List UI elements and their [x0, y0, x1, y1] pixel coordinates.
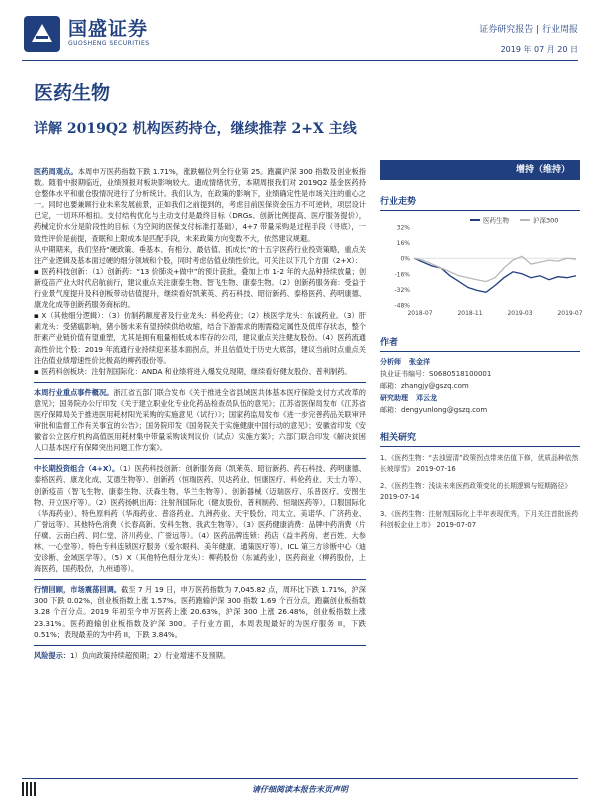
author-email[interactable]: 邮箱：dengyunlong@gszq.com — [380, 406, 488, 414]
author-cert: 执业证书编号：S0680518100001 — [380, 370, 492, 378]
x-tick-label: 2018-07 — [407, 310, 433, 317]
report-header — [0, 0, 600, 64]
brand-name-en: GUOSHENG SECURITIES — [68, 40, 150, 47]
related-item[interactable]: 2、《医药生物：浅谈未来医药政策变化的长期逻辑与短期路径》 2019-07-14 — [380, 482, 572, 501]
report-body — [34, 166, 366, 661]
footer-divider — [22, 778, 578, 779]
header-divider — [22, 60, 578, 61]
industry-title: 医药生物 — [34, 82, 111, 104]
bullet-item: ▪ 医药科创板块：注射剂国际化：ANDA 和业绩将进入爆发兑现期，继续看好健友股份、普利制药。 — [34, 366, 352, 376]
rating-badge: 增持（维持） — [380, 160, 580, 180]
paragraph-market: 行情回顾，市场震荡回调。截至 7 月 19 日，申万医药指数为 7,045.82 点，周环比下跌 1.71%，沪深 300 下跌 0.02%，创业板指数上涨 1.57%。医药跑输沪深 300 指数 1.69 个百分点，跑赢创业板指数 3.28 个百分点。2019 年初至今申万医药上涨 20.63%，沪深 300 上涨 26.48%，创业板指数上涨 23.31%。医药跑输创业板指数及沪深 300。子行业方面，本周表现最好的为医疗服务 II，下跌 0.51%；表现最差的为中药 II，下跌 3.84%。 — [34, 585, 366, 639]
x-tick-label: 2019-07 — [557, 310, 583, 317]
trend-chart — [380, 213, 583, 321]
body-divider — [34, 382, 366, 383]
related-item[interactable]: 3、《医药生物：注射剂国际化上半年表现优秀，下月关注首批医药科创板企业上市》 2019-07-07 — [380, 510, 579, 529]
body-divider — [34, 458, 366, 459]
paragraph-portfolio: 中长期投资组合（4+X）。（1）医药科技创新：创新服务商（凯莱英、昭衍新药、药石科技、药明康德、泰格医药、康龙化成、艾德生物等）、创新药（恒瑞医药、贝达药业、恒康医疗、科伦药业、天士力等）、创新疫苗（智飞生物、康泰生物、沃森生物、华兰生物等）、创新器械（迈瑞医疗、乐普医疗、安图生物、开立医疗等）。（2）医药扬帆出海：注射剂国际化（健友股份、普利制药、恒瑞医药等），口服国际化（华海药业）、特色原料药（华海药业、普洛药业、九洲药业、天宇股份、司太立、美诺华、广济药业、广誉远等）、其他特色消费（长春高新、安科生物、我武生物等）。（3）医药健康消费：品牌中药消费（片仔癀、云南白药、同仁堂、济川药业、广誉远等）。（4）医药品牌连锁：药店（益丰药房、老百姓、大参林、一心堂等）、特色专科连锁医疗服务（爱尔眼科、美年健康、通策医疗等）、ICL 第三方诊断中心（迪安诊断、金域医学等）。（5）X（其他特色细分龙头）：柳药股份（东诚药业），医药商业（柳药股份，上海医药，国药股份，九州通等）。 — [34, 464, 366, 574]
y-tick-label: 16% — [396, 240, 410, 248]
author-info — [380, 356, 580, 416]
disclaimer-notice: 请仔细阅读本报告末页声明 — [252, 785, 348, 794]
y-tick-label: 0% — [400, 255, 410, 263]
paragraph-risk: 风险提示：1）负向政策持续超预期；2）行业增速不及预期。 — [34, 650, 231, 660]
paragraph-viewpoint: 医药周观点。本周申万医药指数下跌 1.71%，涨跌幅位列全行业第 25。跑赢沪深 300 指数及创业板指数。随着中报期临近，业绩预报对板块影响较大。遗成情绪优劳，本期周报我们对 2019Q2 基金医药持仓整体水平和重仓股情况进行了分析统计。我们认为，在政策的影响下，业绩确定性是市场关注的重心之一。同时也要兼顾行业未来发展前景，正如我们之前提到的，考虑目前医保资金压力不可逆转，项层设计已定，一切环环相扣。支付结构优化与主动支付是最终目标（DRGs、创新比例提高、医疗服务提价），药械定价水分是阶段性的目标（为空间的医保支付标准打基础），4+7 带量采购是过程手段（寻底），一致性评价是前提，查眠和上限成本是匹配手段，未来政策方向变数不大，依然建议规避。 — [34, 167, 366, 243]
author-row: 研究助理 邓云龙 — [380, 394, 437, 402]
paragraph-strategy: 从中期期来，我们坚持“硬政策、垂基本、有相分、最估值、抓成长”的十五字医药行业投资策略，重点关注产业逻辑及基本面过硬的细分领域和个股，同时考虑估值业绩性价比，可关注以下几个方面（2+X）： — [34, 244, 366, 265]
author-heading: 作者 — [380, 335, 580, 352]
x-tick-label: 2018-11 — [457, 310, 483, 317]
series-line-医药生物 — [414, 258, 576, 292]
report-date: 2019 年 07 月 20 日 — [500, 45, 578, 54]
paragraph-events: 本周行业重点事件概况。浙江省五部门联合发布《关于推进全省县域医共体基本医疗保险支付方式改革的意见》；国务院办公厅印发《关于建立职业化专业化药品检查员队伍的意见》；江苏省医保局发布《江苏省医疗保障局关于推进医用耗材阳光采购的实施意见（试行）》；国家药监局发布《进一步完善药品关联审评审批和监督工作有关事宜的公告》；国务院印发《国务院关于实施健康中国行动的意见》；安徽省印发《安徽省公立医疗机构高值医用耗材集中带量采购谈判议价（试点）实施方案》；六部门联合印发《解决贫困人口基本医疗有保障突出问题工作方案》。 — [34, 387, 366, 453]
series-line-沪深300 — [414, 256, 576, 281]
author-row: 分析师 张金洋 — [380, 358, 430, 366]
body-divider — [34, 579, 366, 580]
related-heading: 相关研究 — [380, 430, 580, 447]
legend-label: 沪深300 — [533, 216, 559, 225]
bullet-item: ▪ 医药科技创新：（1）创新药：“13 价肺炎+做中”的预计获批，叠加上市 1-2 年的大品种持续放量；创新疫苗产业大时代启航前行，建议重点关注康泰生物、智飞生物、康泰生物。（2）创新药服务商：受益于行业景气度提升及科创板带动估值提升，继续看好凯莱英、药石科技、昭衍新药、泰格医药、药明康德、康龙化成等创新药服务商标的。 — [34, 266, 367, 310]
report-footer — [0, 778, 600, 800]
report-title: 详解 2019Q2 机构医药持仓，继续推荐 2+X 主线 — [34, 121, 357, 137]
sidebar — [380, 160, 583, 531]
related-item[interactable]: 1、《医药生物：“去浊留清”政策拐点带来估值下修，优质品种依然长坡厚雪》 2019-07-16 — [380, 454, 579, 473]
trend-heading: 行业走势 — [380, 194, 580, 211]
y-tick-label: -48% — [394, 302, 410, 310]
brand-name: 国盛证券 — [68, 18, 149, 40]
trend-chart-svg — [380, 213, 583, 321]
guosheng-logo-icon — [22, 14, 62, 54]
author-email[interactable]: 邮箱：zhangjy@gszq.com — [380, 382, 469, 390]
legend-label: 医药生物 — [483, 216, 509, 225]
y-tick-label: -32% — [394, 286, 410, 294]
related-research-list — [380, 453, 580, 531]
bullet-item: ▪ X（其他细分逻辑）：（3）仿制药额度者及行业龙头：科伦药业；（2）核医学龙头：东诚药业。（3）肝素龙头：受猪瘟影响，猪小肠未来有望持续供给收缩，结合下游需求的刚需稳定属性及低库存状态，整个肝素产业链价值有望重塑，尤其是拥有粗量相低成本库存的公司，建议重点关注健友股份。（4）医药流通高性价比个股：2019 年流通行业持续迎来基本面拐点，并且估值处于历史大底部，建议当前时点重点关注估值业绩增速性价比极高的柳药股份等。 — [34, 311, 367, 365]
body-divider — [34, 645, 366, 646]
x-tick-label: 2019-03 — [507, 310, 533, 317]
y-tick-label: 32% — [396, 224, 410, 232]
y-tick-label: -16% — [394, 271, 410, 279]
report-type: 证券研究报告 | 行业周报 — [479, 25, 578, 35]
